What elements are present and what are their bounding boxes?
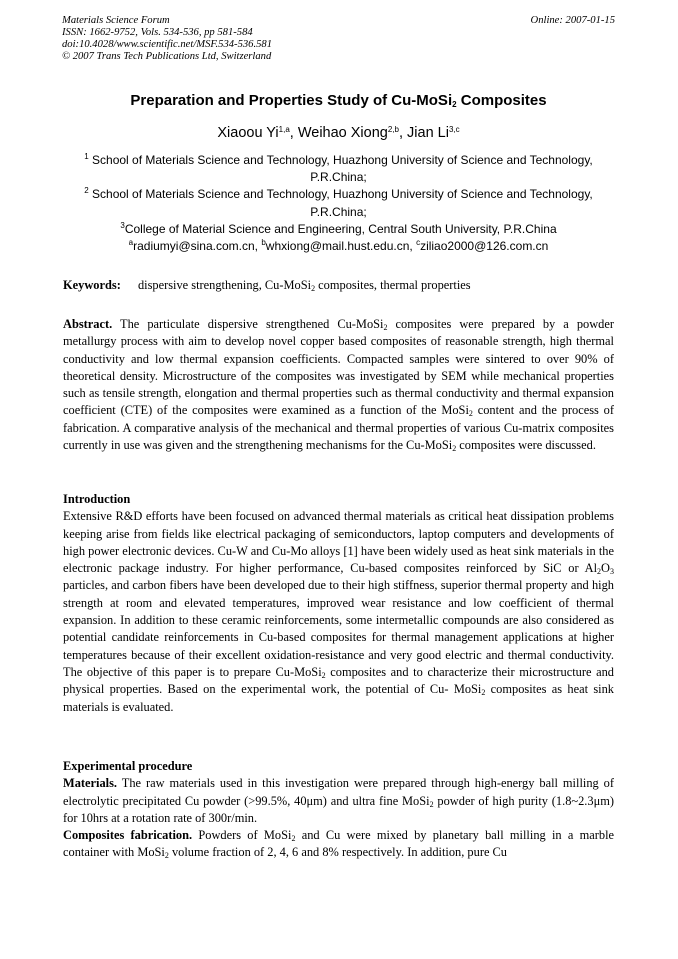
affiliation-2-cont: P.R.China; bbox=[310, 204, 367, 219]
journal-header bbox=[62, 15, 615, 63]
author-name: Weihao Xiong bbox=[297, 125, 388, 141]
paragraph-text: Extensive R&D efforts have been focused on advanced thermal materials as critical heat dissipation problems keeping arise from fields like electrical packaging of semiconductors, laptop computers and developments of high power electronic devices. Cu-W and Cu-Mo alloys [1] have been widely used as heat sink materials in the electronic package industry. For higher performance, Cu-based composites reinforced by SiC or Al bbox=[63, 509, 614, 576]
subscript: 2 bbox=[481, 688, 486, 698]
fabrication-paragraph bbox=[63, 827, 614, 862]
keywords-text: dispersive strengthening, Cu-MoSi bbox=[137, 278, 312, 292]
title-text: Preparation and Properties Study of Cu-MoSi bbox=[130, 92, 453, 109]
abstract-text: content and the process of fabrication. A comparative analysis of the mechanical and thermal properties of various Cu-matrix composites currently in use was given and the strengthening mechanisms for the Cu-MoSi bbox=[63, 403, 615, 453]
affil-number: 1 bbox=[84, 152, 89, 161]
introduction-paragraph bbox=[63, 508, 614, 716]
experimental-section bbox=[63, 758, 614, 862]
subscript: 2 bbox=[429, 799, 434, 809]
journal-name: Materials Science Forum bbox=[62, 15, 170, 26]
subscript: 2 bbox=[321, 670, 326, 680]
email-a: radiumyi@sina.com.cn, bbox=[133, 239, 262, 254]
subscript: 2 bbox=[164, 851, 169, 861]
paragraph-text: composites and to characterize their microstructure and physical properties. Based on the experimental work, the potential of Cu- MoSi bbox=[63, 664, 615, 697]
paper-title bbox=[62, 91, 615, 111]
author-affil-sup: 2,b bbox=[387, 125, 399, 134]
run-in-heading: Materials. bbox=[63, 776, 118, 791]
affiliation-1-cont: P.R.China; bbox=[310, 170, 367, 185]
author-list: Xiaoou Yi$^{1,a}$, Weihao Xiong$^{2,b}$, Jian Li$^{3,c}$ bbox=[217, 125, 460, 141]
abstract-text: The particulate dispersive strengthened Cu-MoSi bbox=[112, 317, 384, 331]
paragraph-text: and Cu were mixed by planetary ball milling in a marble container with MoSi bbox=[63, 828, 615, 860]
issn-line: ISSN: 1662-9752, Vols. 534-536, pp 581-584 bbox=[62, 27, 253, 38]
subscript: 2 bbox=[597, 567, 602, 577]
affil-number: 3 bbox=[120, 220, 125, 230]
paragraph-text: composites as heat sink materials is evaluated. bbox=[63, 682, 614, 714]
introduction-section bbox=[63, 491, 614, 716]
run-in-heading: Composites fabrication. bbox=[63, 828, 193, 843]
paragraph-text: powder of high purity (1.8~2.3μm) for 10hrs at a rotation rate of 300r/min. bbox=[63, 793, 614, 825]
email-line bbox=[62, 238, 615, 255]
subscript: 2 bbox=[468, 409, 473, 419]
email-b: whxiong@mail.hust.edu.cn, bbox=[265, 239, 417, 254]
abstract-label: Abstract. bbox=[63, 317, 113, 331]
subscript: 2 bbox=[383, 323, 388, 332]
keywords-text: composites, thermal properties bbox=[315, 278, 471, 292]
keywords bbox=[63, 277, 616, 294]
online-date: Online: 2007-01-15 bbox=[530, 15, 615, 26]
subscript: 2 bbox=[311, 284, 316, 293]
affil-text: College of Material Science and Engineering, Central South University, P.R.China bbox=[124, 221, 557, 236]
paragraph-text: The raw materials used in this investigation were prepared through high-energy ball milling of electrolytic precipitated Cu powder (>99.5%, 40μm) and ultra fine MoSi bbox=[63, 776, 614, 808]
subscript: 3 bbox=[610, 567, 614, 577]
section-heading: Introduction bbox=[63, 492, 131, 506]
materials-paragraph bbox=[63, 775, 614, 827]
affil-number: 2 bbox=[84, 186, 89, 196]
affil-text: School of Materials Science and Technology, Huazhong University of Science and Technology, bbox=[88, 187, 593, 202]
paragraph-text: particles, and carbon fibers have been developed due to their high stiffness, superior thermal property and high strength at room and elevated temperatures, improved wear resistance and low coefficient of thermal expansion. In addition to these ceramic reinforcements, some intermetallic compounds are also considered as potential candidate reinforcements in Cu-based composites for thermal management applications at higher temperatures because of their excellent oxidation-resistance and very good electric and thermal conductivity. The objective of this paper is to prepare Cu-MoSi bbox=[63, 578, 614, 679]
paragraph-text: O bbox=[601, 561, 610, 576]
doi-line: doi:10.4028/www.scientific.net/MSF.534-536.581 bbox=[62, 39, 272, 50]
title-subscript: 2 bbox=[452, 100, 457, 109]
author-affil-sup: 3,c bbox=[448, 125, 460, 134]
email-c: ziliao2000@126.com.cn bbox=[420, 239, 549, 254]
subscript: 2 bbox=[291, 834, 296, 844]
keywords-label: Keywords: bbox=[63, 278, 121, 292]
title-text-end: Composites bbox=[456, 92, 547, 109]
author-name: Jian Li bbox=[407, 125, 449, 141]
abstract-text: composites were discussed. bbox=[456, 438, 596, 453]
affiliations bbox=[62, 152, 615, 255]
author-affil-sup: 1,a bbox=[278, 125, 290, 134]
copyright-line: © 2007 Trans Tech Publications Ltd, Switzerland bbox=[62, 51, 272, 62]
abstract-text: composites were prepared by a powder metallurgy process with aim to develop novel copper based composites of reasonable strength, high thermal conductivity and low thermal expansion coefficients. Compacted samples were sintered to over 90% of theoretical density. Microstructure of the composites was investigated by SEM while mechanical properties such as tensile strength, elongation and thermal properties such as thermal conductivity and thermal expansion coefficient (CTE) of the composites were examined as a function of the MoSi bbox=[63, 317, 614, 418]
abstract bbox=[63, 316, 614, 454]
subscript: 2 bbox=[452, 444, 457, 454]
email-sup: b bbox=[261, 238, 266, 248]
affiliation-2 bbox=[62, 186, 615, 203]
section-heading: Experimental procedure bbox=[63, 759, 193, 773]
author-name: Xiaoou Yi bbox=[217, 125, 279, 141]
email-sup: a bbox=[128, 238, 134, 248]
paragraph-text: volume fraction of 2, 4, 6 and 8% respectively. In addition, pure Cu bbox=[168, 845, 508, 860]
paragraph-text: Powders of MoSi bbox=[192, 828, 292, 843]
affiliation-1 bbox=[62, 152, 615, 169]
affiliation-3 bbox=[62, 221, 615, 238]
affil-text: School of Materials Science and Technology, Huazhong University of Science and Technology, bbox=[88, 153, 593, 167]
email-sup: c bbox=[416, 238, 421, 248]
